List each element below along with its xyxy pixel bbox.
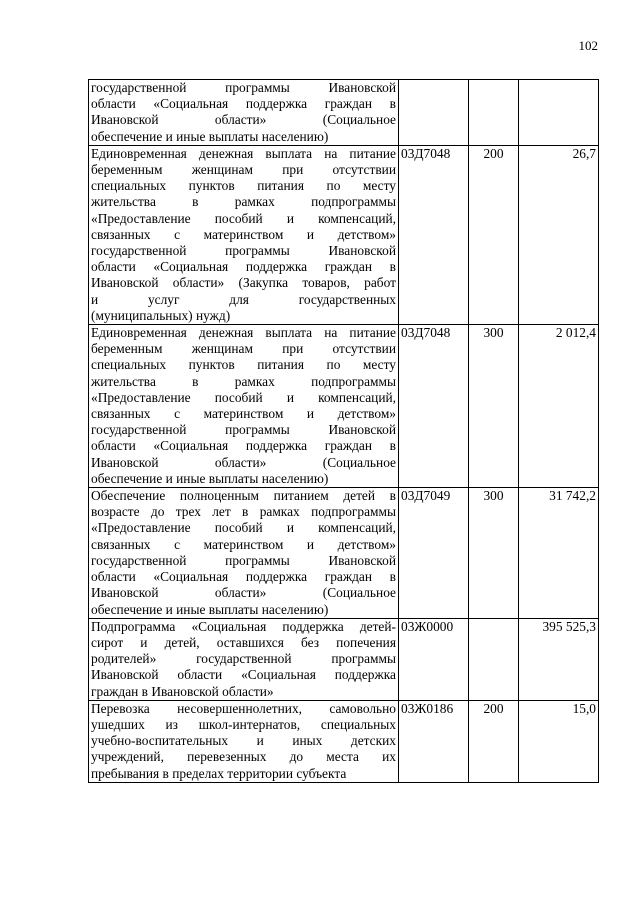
description-line: родителей» государственной программы bbox=[91, 651, 396, 667]
description-line: государственной программы Ивановской bbox=[91, 80, 396, 95]
description-line: обеспечение и иные выплаты населению) bbox=[91, 470, 329, 486]
description-line: «Предоставление пособий и компенсаций, bbox=[91, 520, 396, 536]
description-line: Единовременная денежная выплата на питание bbox=[91, 145, 396, 161]
description-line: жительства в рамках подпрограммы bbox=[91, 373, 396, 389]
page-number: 102 bbox=[578, 38, 598, 53]
row-target-code: 03Ж0000 bbox=[399, 618, 469, 700]
description-line: специальных пунктов питания по месту bbox=[91, 178, 396, 194]
description-line: и услуг для государственных bbox=[91, 291, 396, 307]
description-line: пребывания в пределах территории субъекта bbox=[91, 765, 347, 781]
description-line: Обеспечение полноценным питанием детей в bbox=[91, 488, 396, 504]
row-description bbox=[89, 145, 399, 324]
description-line: учреждений, перевезенных до места их bbox=[91, 749, 396, 765]
description-line: Перевозка несовершеннолетних, самовольно bbox=[91, 700, 396, 716]
description-line: связанных с материнством и детством» bbox=[91, 226, 396, 242]
description-line: жительства в рамках подпрограммы bbox=[91, 194, 396, 210]
description-line: сирот и детей, оставшихся без попечения bbox=[91, 634, 396, 650]
table-row bbox=[89, 80, 599, 146]
description-line: «Предоставление пособий и компенсаций, bbox=[91, 389, 396, 405]
row-target-code: 03Д7048 bbox=[399, 325, 469, 488]
description-line: возрасте до трех лет в рамках подпрограммы bbox=[91, 504, 396, 520]
row-description bbox=[89, 700, 399, 782]
description-line: специальных пунктов питания по месту bbox=[91, 357, 396, 373]
description-line: ушедших из школ-интернатов, специальных bbox=[91, 716, 396, 732]
table-row bbox=[89, 325, 599, 488]
table-row bbox=[89, 488, 599, 619]
description-line: беременным женщинам при отсутствии bbox=[91, 341, 396, 357]
row-expense-type: 200 bbox=[469, 700, 519, 782]
description-line: связанных с материнством и детством» bbox=[91, 536, 396, 552]
description-line: Единовременная денежная выплата на питание bbox=[91, 325, 396, 341]
row-description bbox=[89, 80, 399, 146]
budget-table bbox=[88, 79, 599, 783]
description-line: связанных с материнством и детством» bbox=[91, 406, 396, 422]
budget-table-body bbox=[89, 80, 599, 783]
row-target-code: 03Д7048 bbox=[399, 145, 469, 324]
description-line: учебно-воспитательных и иных детских bbox=[91, 733, 396, 749]
row-target-code bbox=[399, 80, 469, 146]
row-expense-type bbox=[469, 618, 519, 700]
row-amount bbox=[519, 80, 599, 146]
description-line: «Предоставление пособий и компенсаций, bbox=[91, 210, 396, 226]
description-line: государственной программы Ивановской bbox=[91, 422, 396, 438]
row-amount: 26,7 bbox=[519, 145, 599, 324]
description-line: (муниципальных) нужд) bbox=[91, 307, 231, 323]
description-line: области «Социальная поддержка граждан в bbox=[91, 569, 396, 585]
description-line: Подпрограмма «Социальная поддержка детей- bbox=[91, 618, 396, 634]
description-line: области «Социальная поддержка граждан в bbox=[91, 438, 396, 454]
description-line: области «Социальная поддержка граждан в bbox=[91, 259, 396, 275]
row-amount: 395 525,3 bbox=[519, 618, 599, 700]
row-amount: 31 742,2 bbox=[519, 488, 599, 619]
row-expense-type: 300 bbox=[469, 488, 519, 619]
description-line: Ивановской области «Социальная поддержка bbox=[91, 667, 396, 683]
table-row bbox=[89, 700, 599, 782]
description-line: государственной программы Ивановской bbox=[91, 243, 396, 259]
description-line: обеспечение и иные выплаты населению) bbox=[91, 601, 329, 617]
row-target-code: 03Ж0186 bbox=[399, 700, 469, 782]
row-expense-type: 200 bbox=[469, 145, 519, 324]
description-line: Ивановской области» (Социальное bbox=[91, 454, 396, 470]
description-line: области «Социальная поддержка граждан в bbox=[91, 96, 396, 112]
description-line: Ивановской области» (Социальное bbox=[91, 585, 396, 601]
description-line: Ивановской области» (Закупка товаров, работ bbox=[91, 275, 396, 291]
row-expense-type: 300 bbox=[469, 325, 519, 488]
table-row bbox=[89, 618, 599, 700]
description-line: государственной программы Ивановской bbox=[91, 552, 396, 568]
description-line: беременным женщинам при отсутствии bbox=[91, 162, 396, 178]
description-line: обеспечение и иные выплаты населению) bbox=[91, 128, 329, 144]
row-description bbox=[89, 488, 399, 619]
row-expense-type bbox=[469, 80, 519, 146]
table-row bbox=[89, 145, 599, 324]
description-line: граждан в Ивановской области» bbox=[91, 683, 274, 699]
row-target-code: 03Д7049 bbox=[399, 488, 469, 619]
description-line: Ивановской области» (Социальное bbox=[91, 112, 396, 128]
row-description bbox=[89, 618, 399, 700]
row-amount: 2 012,4 bbox=[519, 325, 599, 488]
row-description bbox=[89, 325, 399, 488]
row-amount: 15,0 bbox=[519, 700, 599, 782]
